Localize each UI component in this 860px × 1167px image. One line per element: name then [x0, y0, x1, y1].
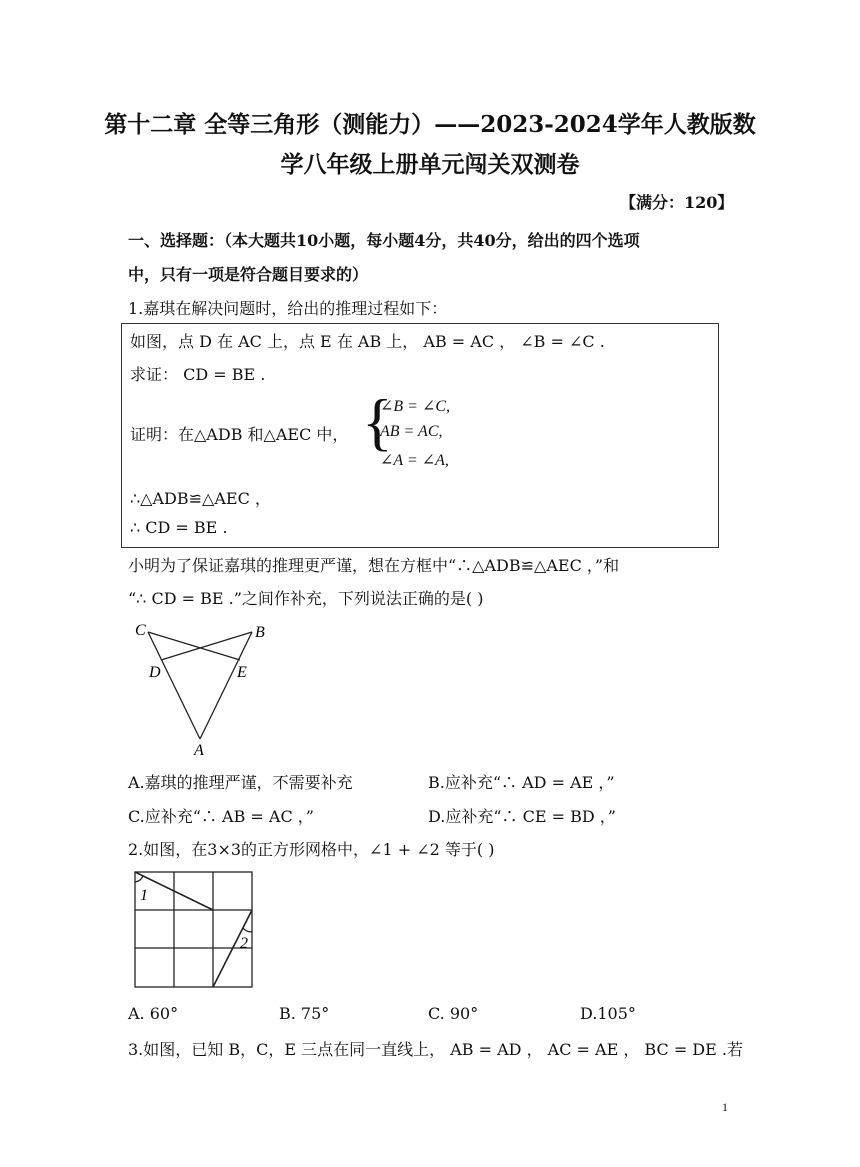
q1-box-given: 如图，点 D 在 AC 上，点 E 在 AB 上， AB = AC ， ∠B = ∠C .	[130, 332, 605, 351]
q2-angle2-arc	[243, 928, 252, 932]
q2-option-a: A. 60°	[128, 1004, 179, 1023]
q1-segment-ce	[148, 632, 240, 660]
q1-proof-box	[121, 323, 719, 548]
q1-segment-ba	[200, 632, 252, 739]
q1-box-conclusion2: ∴ CD = BE .	[130, 518, 228, 537]
q2-option-b: B. 75°	[279, 1004, 330, 1023]
q2-angle1-arc	[135, 876, 143, 882]
q2-angle1-label: 1	[140, 887, 148, 904]
q2-option-d: D.105°	[580, 1004, 636, 1023]
q1-option-a: A.嘉琪的推理严谨，不需要补充	[128, 773, 353, 792]
q1-stem: 1.嘉琪在解决问题时，给出的推理过程如下：	[128, 299, 448, 318]
full-score: 【满分：120】	[620, 193, 734, 212]
q2-angle2-label: 2	[240, 935, 248, 952]
q2-stem: 2.如图，在3×3的正方形网格中，∠1 + ∠2 等于( )	[128, 840, 495, 859]
q1-segment-bd	[161, 632, 252, 660]
q1-box-conclusion1: ∴△ADB≌△AEC ，	[130, 489, 271, 508]
q2-grid-figure	[133, 870, 258, 992]
q3-stem: 3.如图，已知 B，C，E 三点在同一直线上， AB = AD ， AC = AE ， BC = DE .若	[128, 1040, 743, 1059]
doc-title-line1: 第十二章 全等三角形（测能力）——2023-2024学年人教版数	[104, 111, 756, 138]
q1-after-line2: “∴ CD = BE .”之间作补充，下列说法正确的是( )	[128, 589, 484, 608]
q1-option-d: D.应补充“∴ CE = BD ，”	[428, 807, 616, 826]
q1-system-brace: {	[362, 386, 393, 457]
q1-after-line1: 小明为了保证嘉琪的推理更严谨，想在方框中“∴△ADB≌△AEC ，”和	[128, 556, 620, 575]
q1-box-prove: 求证： CD = BE .	[130, 365, 266, 384]
q1-label-c: C	[135, 622, 146, 639]
q1-system-line3: ∠A = ∠A,	[380, 452, 449, 469]
q1-box-proof-prefix: 证明：在△ADB 和△AEC 中，	[130, 425, 349, 444]
q1-triangle-figure	[130, 615, 280, 760]
q1-segment-ca	[148, 632, 200, 739]
page-number: 1	[722, 1100, 728, 1114]
section1-heading-line2: 中，只有一项是符合题目要求的）	[128, 265, 369, 284]
q2-grid-border	[135, 872, 252, 987]
section1-heading-line1: 一、选择题：（本大题共10小题，每小题4分，共40分，给出的四个选项	[128, 231, 640, 250]
q1-option-b: B.应补充“∴ AD = AE ，”	[428, 773, 615, 792]
q1-label-e: E	[237, 664, 247, 681]
q1-option-c: C.应补充“∴ AB = AC ，”	[128, 807, 314, 826]
q1-system-line2: AB = AC,	[380, 423, 443, 440]
q2-option-c: C. 90°	[428, 1004, 479, 1023]
q1-label-d: D	[149, 664, 161, 681]
q1-label-b: B	[255, 624, 265, 641]
doc-title-line2: 学八年级上册单元闯关双测卷	[280, 151, 580, 178]
q1-system-line1: ∠B = ∠C,	[380, 398, 451, 415]
q1-label-a: A	[194, 742, 204, 759]
